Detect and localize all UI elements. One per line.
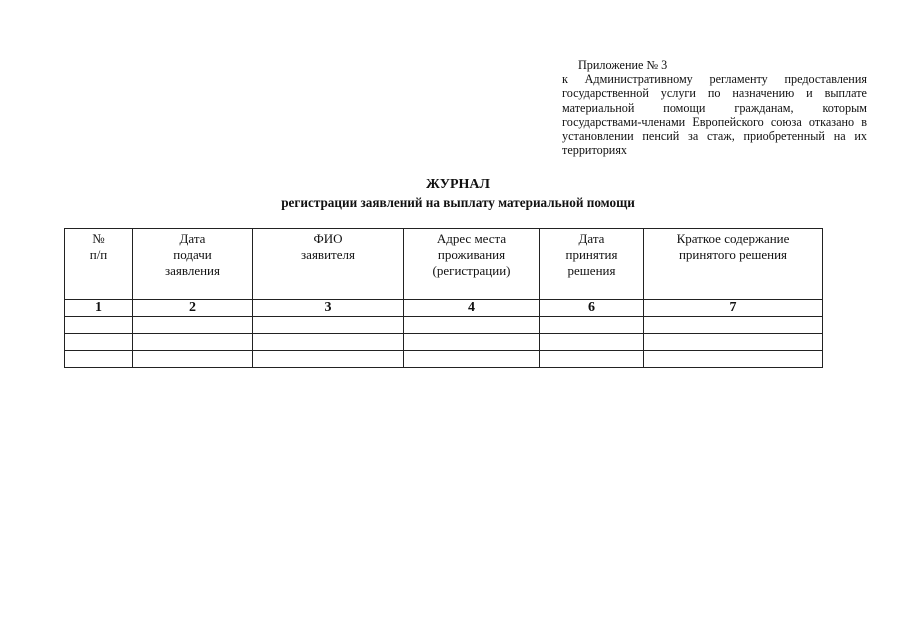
header-line: ФИО bbox=[313, 231, 343, 246]
appendix-line: территориях bbox=[562, 143, 628, 158]
header-line: Адрес места bbox=[436, 231, 507, 246]
appendix-line: государствами-членами Европейского союза отказано в bbox=[562, 114, 867, 129]
header-line: п/п bbox=[89, 247, 108, 262]
header-row bbox=[65, 229, 823, 300]
document-title: ЖУРНАЛ bbox=[426, 177, 490, 192]
column-number: 4 bbox=[404, 300, 540, 317]
table-cell bbox=[540, 317, 644, 334]
column-number: 1 bbox=[65, 300, 133, 317]
column-header bbox=[253, 229, 404, 300]
table-cell bbox=[65, 317, 133, 334]
appendix-line: материальной помощи гражданам, которым bbox=[562, 100, 867, 115]
table-cell bbox=[253, 334, 404, 351]
appendix-heading: Приложение № 3 bbox=[578, 58, 668, 72]
table-cell bbox=[644, 317, 823, 334]
table-cell bbox=[253, 317, 404, 334]
table-cell bbox=[644, 334, 823, 351]
table-cell bbox=[133, 334, 253, 351]
table-row bbox=[65, 351, 823, 368]
header-line: Дата bbox=[578, 231, 605, 246]
column-header bbox=[644, 229, 823, 300]
table-cell bbox=[540, 351, 644, 368]
table-cell bbox=[65, 334, 133, 351]
column-number: 2 bbox=[133, 300, 253, 317]
header-line: заявителя bbox=[301, 247, 355, 262]
column-number: 3 bbox=[253, 300, 404, 317]
column-number: 7 bbox=[644, 300, 823, 317]
header-line: № bbox=[92, 231, 105, 246]
table-row bbox=[65, 317, 823, 334]
table-cell bbox=[404, 317, 540, 334]
column-header bbox=[133, 229, 253, 300]
table-cell bbox=[540, 334, 644, 351]
appendix-note bbox=[562, 58, 867, 157]
document-subtitle: регистрации заявлений на выплату материальной помощи bbox=[281, 195, 635, 210]
header-line: (регистрации) bbox=[432, 263, 511, 278]
header-line: решения bbox=[567, 263, 616, 278]
column-header bbox=[404, 229, 540, 300]
header-line: принятия bbox=[565, 247, 618, 262]
header-line: Дата bbox=[179, 231, 206, 246]
table-cell bbox=[133, 317, 253, 334]
appendix-line: государственной услуги по назначению и выплате bbox=[562, 86, 867, 101]
table-cell bbox=[644, 351, 823, 368]
table-cell bbox=[65, 351, 133, 368]
header-line: проживания bbox=[437, 247, 506, 262]
header-line: принятого решения bbox=[678, 247, 788, 262]
table-cell bbox=[404, 351, 540, 368]
appendix-line: к Административному регламенту предоставления bbox=[562, 72, 867, 87]
header-line: Краткое содержание bbox=[676, 231, 790, 246]
table-cell bbox=[253, 351, 404, 368]
column-header bbox=[65, 229, 133, 300]
column-header bbox=[540, 229, 644, 300]
appendix-line: установлении пенсий за стаж, приобретенный на их bbox=[562, 129, 867, 144]
table-cell bbox=[133, 351, 253, 368]
header-line: подачи bbox=[173, 247, 212, 262]
column-number-row bbox=[65, 300, 823, 317]
column-number: 6 bbox=[540, 300, 644, 317]
journal-table bbox=[64, 228, 823, 368]
table-row bbox=[65, 334, 823, 351]
header-line: заявления bbox=[164, 263, 220, 278]
table-cell bbox=[404, 334, 540, 351]
